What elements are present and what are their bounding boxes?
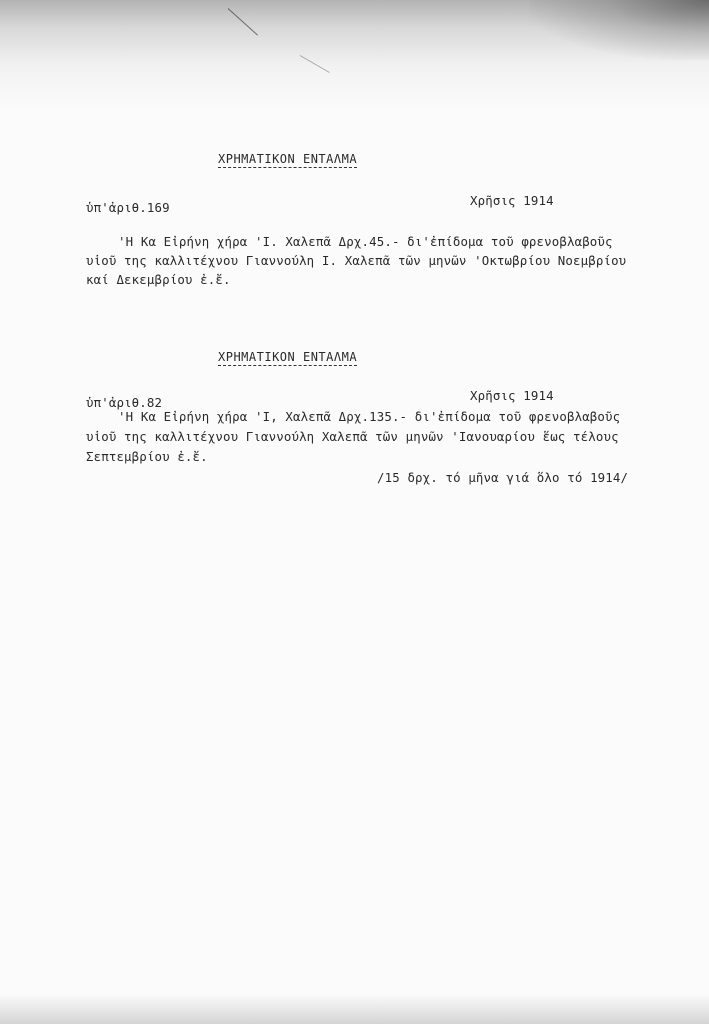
entry1-line-2: υἱοῦ της καλλιτέχνου Γιαννούλη Ι. Χαλεπᾶ τῶν μηνῶν 'Οκτωβρίου Νοεμβρίου [86, 253, 627, 268]
entry2-heading: ΧΡΗΜΑΤΙΚΟΝ ΕΝΤΑΛΜΑ [218, 350, 358, 364]
entry2-line-1: 'Η Κα Εἰρήνη χήρα 'Ι, Χαλεπᾶ Δρχ.135.- δι'ἐπίδομα τοῦ φρενοβλαβοῦς [118, 409, 621, 424]
entry1-line-1: 'Η Κα Εἰρήνη χήρα 'Ι. Χαλεπᾶ Δρχ.45.- δι'ἐπίδομα τοῦ φρενοβλαβοῦς [118, 234, 613, 249]
photocopy-shadow-bottom [0, 994, 709, 1024]
entry1-heading: ΧΡΗΜΑΤΙΚΟΝ ΕΝΤΑΛΜΑ [218, 152, 358, 166]
photocopy-shadow-corner [529, 0, 709, 60]
entry2-line-2: υἱοῦ της καλλιτέχνου Γιαννούλη Χαλεπᾶ τῶν μηνῶν 'Ιανουαρίου ἕως τέλους [86, 429, 619, 444]
entry1-line-3: καί Δεκεμβρίου ἐ.ἔ. [86, 272, 231, 287]
entry1-number: ὑπ'ἀριθ.169 [86, 200, 170, 215]
entry2-line-3: Σεπτεμβρίου ἐ.ἔ. [86, 449, 208, 464]
entry2-year: Χρῆσις 1914 [470, 388, 554, 403]
entry2-number: ὑπ'ἀριθ.82 [86, 395, 163, 410]
entry2-note: /15 δρχ. τό μῆνα γιά ὅλο τό 1914/ [377, 470, 629, 485]
entry1-year: Χρῆσις 1914 [470, 193, 554, 208]
